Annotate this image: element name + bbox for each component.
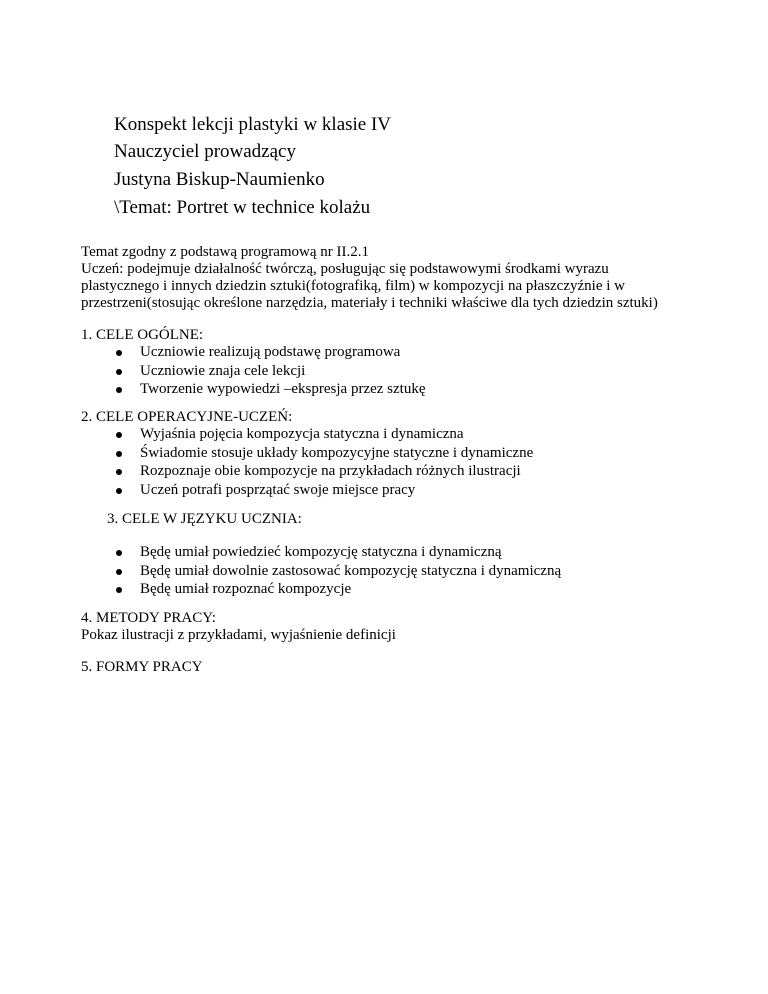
bullet-icon [116,432,122,438]
list-item: Tworzenie wypowiedzi –ekspresja przez sztukę [114,380,426,399]
intro-line-2: Uczeń: podejmuje działalność twórczą, posługując się podstawowymi środkami wyrazu [81,261,609,277]
bullet-icon [116,350,122,356]
list-item: Uczniowie znaja cele lekcji [114,362,426,381]
list-item: Będę umiał rozpoznać kompozycje [114,580,561,599]
teacher-name: Justyna Biskup-Naumienko [114,169,325,190]
intro-line-4: przestrzeni(stosując określone narzędzia, materiały i techniki właściwe dla tych dziedzin sztuki) [81,295,658,311]
curriculum-reference: Temat zgodny z podstawą programową nr II.2.1 [81,244,370,260]
section-4-heading: 4. METODY PRACY: [81,610,216,626]
section-3-heading: 3. CELE W JĘZYKU UCZNIA: [107,511,302,527]
list-item: Będę umiał powiedzieć kompozycję statyczna i dynamiczną [114,543,561,562]
list-item: Będę umiał dowolnie zastosować kompozycję statyczna i dynamiczną [114,562,561,581]
section-3-list [114,543,561,599]
lesson-topic: \Temat: Portret w technice kolażu [114,197,371,218]
list-item: Świadomie stosuje układy kompozycyjne statyczne i dynamiczne [114,444,533,463]
section-1-list [114,343,426,399]
list-item: Wyjaśnia pojęcia kompozycja statyczna i dynamiczna [114,425,533,444]
list-item: Rozpoznaje obie kompozycje na przykładach różnych ilustracji [114,462,533,481]
bullet-icon [116,550,122,556]
teacher-label: Nauczyciel prowadzący [114,141,296,162]
bullet-icon [116,369,122,375]
section-2-list [114,425,533,499]
bullet-icon [116,587,122,593]
section-1-heading: 1. CELE OGÓLNE: [81,327,204,343]
section-4-text: Pokaz ilustracji z przykładami, wyjaśnienie definicji [81,627,396,643]
bullet-icon [116,451,122,457]
section-2-heading: 2. CELE OPERACYJNE-UCZEŃ: [81,409,293,425]
lesson-title: Konspekt lekcji plastyki w klasie IV [114,114,392,135]
section-5-heading: 5. FORMY PRACY [81,659,203,675]
bullet-icon [116,488,122,494]
bullet-icon [116,469,122,475]
list-item: Uczniowie realizują podstawę programowa [114,343,426,362]
bullet-icon [116,569,122,575]
bullet-icon [116,387,122,393]
intro-line-3: plastycznego i innych dziedzin sztuki(fotografiką, film) w kompozycji na płaszczyźnie i w [81,278,625,294]
list-item: Uczeń potrafi posprzątać swoje miejsce pracy [114,481,533,500]
